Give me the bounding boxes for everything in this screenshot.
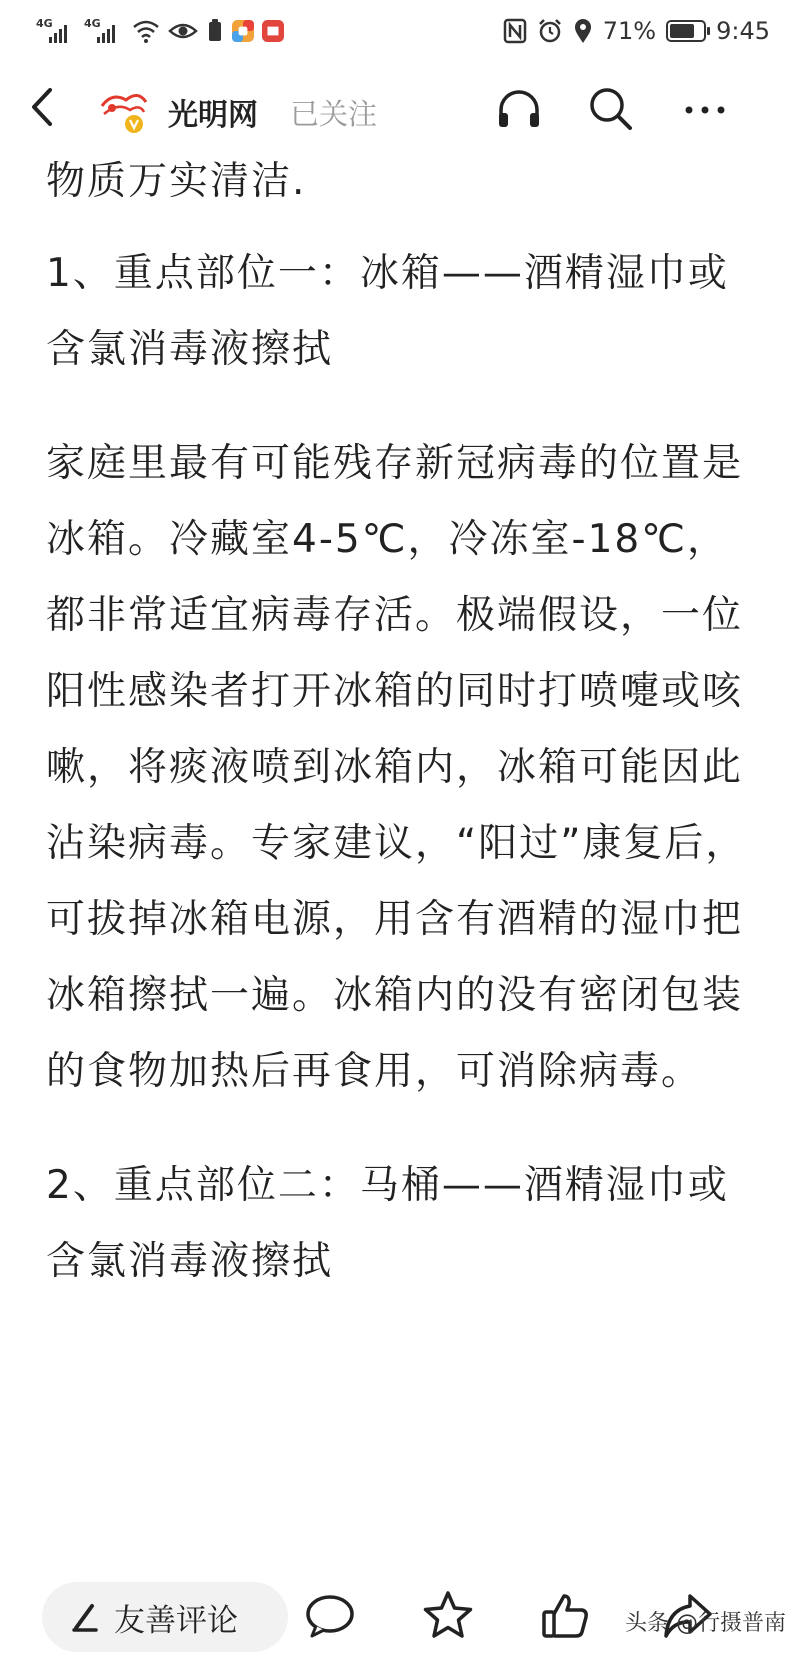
comment-input-button[interactable] (42, 1582, 288, 1652)
back-icon[interactable] (24, 82, 64, 132)
bottom-action-bar (0, 1570, 800, 1662)
top-nav-bar (0, 62, 800, 152)
signal-icon (36, 17, 76, 45)
like-icon[interactable] (538, 1588, 594, 1644)
battery-saver-icon (206, 19, 224, 43)
article-body (46, 122, 762, 1300)
article-paragraph: 家庭里最有可能残存新冠病毒的位置是冰箱。冷藏室4-5℃，冷冻室-18℃，都非常适宜病毒存活。极端假设，一位阳性感染者打开冰箱的同时打喷嚏或咳嗽，将痰液喷到冰箱内，冰箱可能因此沾染病毒。专家建议，“阳过”康复后，可拔掉冰箱电源，用含有酒精的湿巾把冰箱擦拭一遍。冰箱内的没有密闭包装的食物加热后再食用，可消除病毒。 (46, 441, 747, 1094)
follow-button[interactable]: 已关注 (290, 97, 378, 131)
publisher-avatar[interactable] (96, 84, 152, 134)
eye-icon (168, 18, 198, 44)
listen-headphones-icon[interactable] (494, 84, 544, 134)
star-icon[interactable] (420, 1588, 476, 1644)
signal-icon (84, 17, 124, 45)
location-icon (573, 18, 593, 44)
pen-icon (68, 1600, 102, 1634)
status-right (503, 14, 770, 48)
comment-icon[interactable] (302, 1588, 358, 1644)
app-notification-icon (262, 20, 284, 42)
alarm-icon (537, 18, 563, 44)
article-cut-line: 物质万实清洁. (46, 159, 307, 198)
battery-percentage: 71% (602, 17, 657, 45)
more-icon[interactable] (680, 84, 730, 134)
network-type-label: 4G (84, 17, 101, 30)
nfc-icon (503, 18, 527, 44)
article-heading: 2、重点部位二：马桶——酒精湿巾或含氯消毒液擦拭 (46, 1163, 729, 1284)
battery-icon (666, 20, 706, 42)
comment-label: 友善评论 (114, 1602, 238, 1639)
network-type-label: 4G (36, 17, 53, 30)
status-bar (0, 0, 800, 62)
clock: 9:45 (716, 17, 770, 45)
publisher-name[interactable]: 光明网 (168, 98, 258, 133)
wifi-icon (132, 18, 160, 44)
status-left (36, 14, 284, 48)
search-icon[interactable] (586, 84, 636, 134)
watermark: 头条 @行摄普南 (625, 1611, 786, 1636)
article-heading: 1、重点部位一：冰箱——酒精湿巾或含氯消毒液擦拭 (46, 251, 729, 372)
app-notification-icon (232, 20, 254, 42)
